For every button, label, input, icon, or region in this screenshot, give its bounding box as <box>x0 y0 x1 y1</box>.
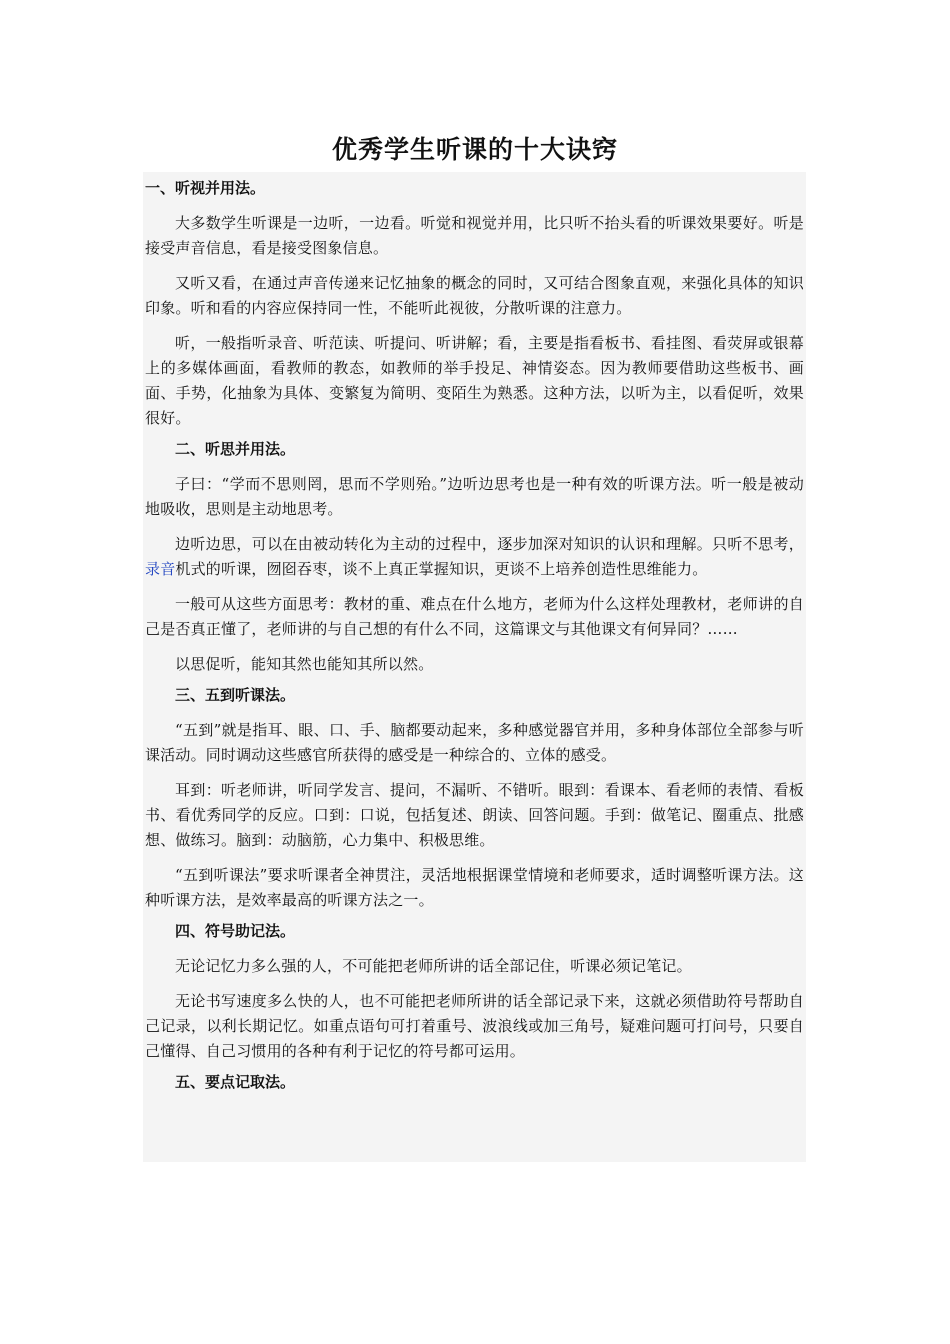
section-2-paragraph-4: 以思促听，能知其然也能知其所以然。 <box>175 655 434 673</box>
section-2-paragraph-2-text-b: 机式的听课，囫囵吞枣，谈不上真正掌握知识，更谈不上培养创造性思维能力。 <box>175 560 708 578</box>
section-3-paragraph-3: “五到听课法”要求听课者全神贯注，灵活地根据课堂情境和老师要求，适时调整听课方法。这种听课方法，是效率最高的听课方法之一。 <box>145 866 804 909</box>
section-2-heading: 二、听思并用法。 <box>175 440 296 458</box>
section-1-paragraph-3: 听，一般指听录音、听范读、听提问、听讲解；看，主要是指看板书、看挂图、看荧屏或银幕上的多媒体画面，看教师的教态，如教师的举手投足、神情姿态。因为教师要借助这些板书、画面、手势，化抽象为具体、变繁复为简明、变陌生为熟悉。这种方法，以听为主，以看促听，效果很好。 <box>145 334 804 427</box>
document-title: 优秀学生听课的十大诀窍 <box>331 135 618 164</box>
section-4-paragraph-2: 无论书写速度多么快的人，也不可能把老师所讲的话全部记录下来，这就必须借助符号帮助自己记录，以利长期记忆。如重点语句可打着重号、波浪线或加三角号，疑难问题可打问号，只要自己懂得、自己习惯用的各种有利于记忆的符号都可运用。 <box>145 992 804 1060</box>
section-1-heading: 一、听视并用法。 <box>145 179 266 197</box>
section-2-paragraph-3: 一般可从这些方面思考：教材的重、难点在什么地方，老师为什么这样处理教材，老师讲的自己是否真正懂了，老师讲的与自己想的有什么不同，这篇课文与其他课文有何异同？…… <box>145 595 804 638</box>
section-2-paragraph-1: 子曰：“学而不思则罔，思而不学则殆。”边听边思考也是一种有效的听课方法。听一般是被动地吸收，思则是主动地思考。 <box>145 475 804 518</box>
section-2-paragraph-2 <box>145 532 804 582</box>
section-5-heading: 五、要点记取法。 <box>175 1073 296 1091</box>
section-3-paragraph-2: 耳到：听老师讲，听同学发言、提问，不漏听、不错听。眼到：看课本、看老师的表情、看板书、看优秀同学的反应。口到：口说，包括复述、朗读、回答问题。手到：做笔记、圈重点、批感想、做练习。脑到：动脑筋，心力集中、积极思维。 <box>145 781 804 849</box>
section-1-paragraph-2: 又听又看，在通过声音传递来记忆抽象的概念的同时，又可结合图象直观，来强化具体的知识印象。听和看的内容应保持同一性，不能听此视彼，分散听课的注意力。 <box>145 274 804 317</box>
document-body <box>143 172 806 1162</box>
recording-link[interactable]: 录音 <box>145 560 176 578</box>
section-3-paragraph-1: “五到”就是指耳、眼、口、手、脑都要动起来，多种感觉器官并用，多种身体部位全部参与听课活动。同时调动这些感官所获得的感受是一种综合的、立体的感受。 <box>145 721 804 764</box>
section-1-paragraph-1: 大多数学生听课是一边听，一边看。听觉和视觉并用，比只听不抬头看的听课效果要好。听是接受声音信息，看是接受图象信息。 <box>145 214 804 257</box>
section-4-heading: 四、符号助记法。 <box>175 922 296 940</box>
section-3-heading: 三、五到听课法。 <box>175 686 296 704</box>
section-4-paragraph-1: 无论记忆力多么强的人，不可能把老师所讲的话全部记住，听课必须记笔记。 <box>175 957 692 975</box>
section-2-paragraph-2-text-a: 边听边思，可以在由被动转化为主动的过程中，逐步加深对知识的认识和理解。只听不思考， <box>175 535 804 553</box>
